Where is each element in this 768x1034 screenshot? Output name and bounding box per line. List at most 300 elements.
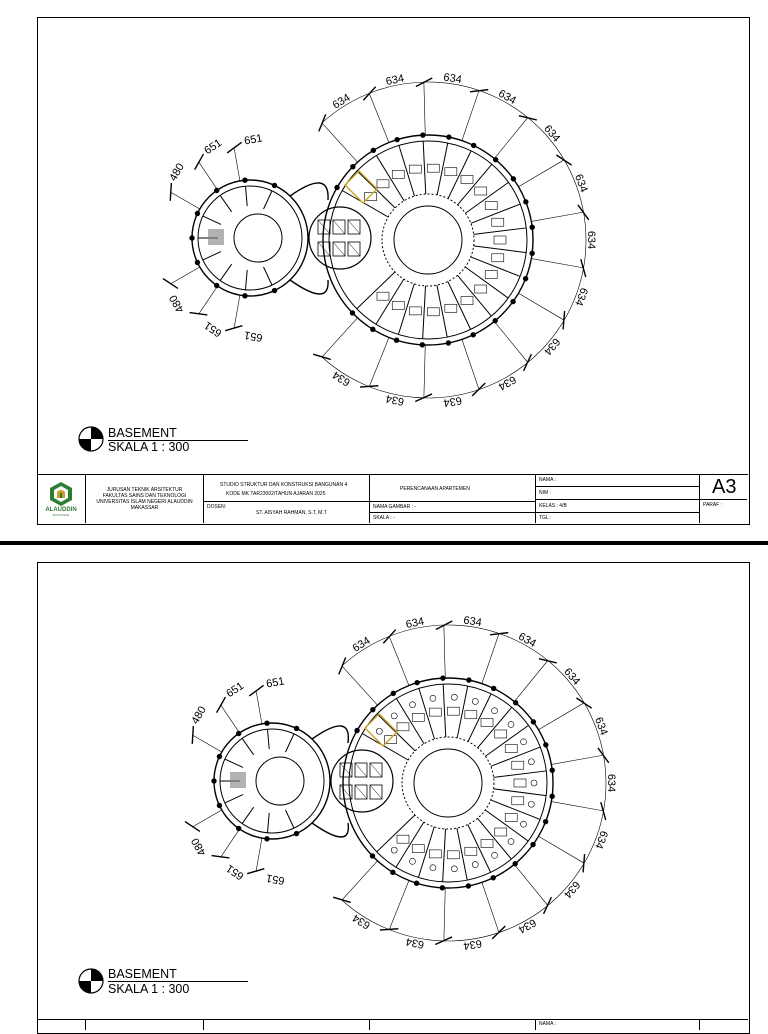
furniture	[512, 761, 524, 769]
dimension-line	[538, 703, 584, 730]
dimension-label: 634	[592, 715, 610, 738]
university-logo-icon	[48, 481, 74, 507]
institution-line: FAKULTAS SAINS DAN TEKNOLOGI	[102, 493, 187, 499]
dosen-label: DOSEN:	[207, 504, 227, 510]
dimension-label: 634	[572, 172, 590, 195]
drawing-title: BASEMENT	[108, 967, 177, 981]
core-circle	[309, 207, 371, 269]
dimension-label: 634	[496, 372, 519, 393]
furniture	[475, 187, 487, 195]
column	[294, 726, 298, 730]
dimension-line	[170, 267, 199, 284]
furniture	[427, 164, 439, 172]
dimension-tick	[163, 279, 178, 289]
column	[415, 680, 419, 684]
partition-wall	[286, 810, 294, 828]
column	[550, 794, 554, 798]
course-code: KODE MK TAR23002/TAHUN AJARAN 2025	[226, 491, 326, 497]
partition-wall	[491, 747, 540, 766]
column	[467, 678, 471, 682]
dimension-line	[514, 864, 547, 905]
project-name: PERENCANAAN APARTEMEN	[400, 486, 470, 492]
column	[195, 260, 199, 264]
column	[471, 333, 475, 337]
furniture	[377, 292, 389, 300]
elevator-cross	[340, 785, 352, 799]
dimension-label: 634	[541, 335, 563, 358]
furniture	[475, 285, 487, 293]
furniture	[377, 180, 389, 188]
dimension-line	[518, 293, 564, 320]
furniture	[528, 801, 534, 807]
drawing-scale: SKALA 1 : 300	[108, 440, 190, 454]
furniture	[465, 847, 477, 855]
column	[531, 720, 535, 724]
partition-wall	[267, 813, 269, 833]
column	[530, 225, 534, 229]
column	[421, 133, 425, 137]
partition-wall	[203, 252, 221, 260]
dimension-line	[369, 93, 389, 142]
column	[471, 143, 475, 147]
furniture	[481, 718, 493, 726]
elevator-cross	[348, 220, 360, 234]
courtyard	[234, 214, 282, 262]
corridor-line	[382, 194, 474, 286]
partition-wall	[443, 829, 446, 882]
paraf-field: PARAF :	[703, 502, 723, 508]
dimension-line	[256, 690, 262, 723]
furniture	[461, 297, 473, 305]
dimension-line	[389, 636, 409, 685]
furniture	[376, 728, 382, 734]
partition-wall	[423, 141, 426, 194]
dimension-line	[551, 802, 603, 811]
dimension-label: 634	[404, 615, 426, 632]
basement-floor-plan-furnished	[0, 545, 768, 1015]
column	[543, 819, 547, 823]
logo-cell	[37, 475, 86, 523]
column	[370, 854, 374, 858]
column	[272, 183, 276, 187]
furniture	[512, 797, 524, 805]
column	[394, 338, 398, 342]
partition-wall	[437, 143, 448, 195]
dimension-line	[170, 192, 199, 209]
partition-wall	[423, 286, 426, 339]
partition-wall	[225, 795, 243, 803]
drawing-title: BASEMENT	[108, 426, 177, 440]
section-marker-icon	[77, 967, 105, 995]
course-cell	[204, 475, 370, 523]
column	[190, 236, 194, 240]
dimension-label: 634	[561, 878, 583, 901]
dimension-line	[494, 321, 527, 362]
dimension-label: 634	[585, 230, 598, 250]
partition-wall	[264, 191, 272, 209]
drawing-name: NAMA GAMBAR : -	[373, 504, 417, 510]
dimension-label: 651	[243, 328, 264, 344]
dimension-tick	[333, 897, 351, 902]
dimension-line	[199, 162, 218, 190]
column	[491, 686, 495, 690]
column	[294, 831, 298, 835]
dimension-line	[369, 337, 389, 386]
furniture	[492, 218, 504, 226]
dimension-label: 634	[330, 368, 353, 389]
dimension-line	[322, 123, 358, 162]
furniture	[531, 780, 537, 786]
connector-wall	[312, 726, 348, 743]
core-circle	[331, 750, 393, 812]
dimension-label: 634	[442, 71, 463, 87]
dimension-label: 651	[265, 871, 286, 887]
void-atrium	[414, 749, 482, 817]
column	[243, 294, 247, 298]
void-atrium	[394, 206, 462, 274]
partition-wall	[220, 195, 231, 211]
dimension-line	[322, 318, 358, 357]
dimension-label: 634	[516, 915, 539, 936]
partition-wall	[437, 285, 447, 337]
nim-field: NIM :	[539, 490, 551, 496]
furniture	[445, 304, 457, 312]
column	[350, 311, 354, 315]
partition-wall	[398, 284, 414, 335]
partition-wall	[478, 707, 512, 748]
column	[371, 707, 375, 711]
dimension-label: 634	[516, 630, 539, 651]
dimension-label: 634	[592, 828, 610, 851]
column	[335, 185, 339, 189]
plan-group	[163, 78, 589, 401]
corridor-line	[402, 737, 494, 829]
partition-wall	[458, 164, 492, 205]
furniture	[481, 840, 493, 848]
dimension-label: 634	[541, 122, 563, 145]
column	[265, 837, 269, 841]
elevator-cross	[333, 220, 345, 234]
column	[351, 164, 355, 168]
dimension-line	[551, 755, 603, 764]
student-cell	[536, 475, 700, 523]
logo-text: ALAUDDIN	[45, 507, 77, 513]
furniture	[494, 236, 506, 244]
column	[395, 137, 399, 141]
column	[511, 177, 515, 181]
dimension-tick	[212, 856, 230, 858]
column	[550, 768, 554, 772]
furniture	[485, 202, 497, 210]
dimension-label: 480	[167, 161, 187, 184]
dimension-tick	[185, 822, 200, 832]
dimension-label: 651	[243, 132, 264, 148]
elevator-cross	[333, 242, 345, 256]
column	[544, 743, 548, 747]
furniture	[447, 707, 459, 715]
partition-wall	[491, 800, 540, 820]
course-title: STUDIO STRUKTUR DAN KONSTRUKSI BANGUNAN 4	[220, 482, 348, 488]
dimension-label: 480	[189, 704, 209, 727]
institution-cell	[86, 475, 204, 523]
column	[212, 779, 216, 783]
furniture	[508, 839, 514, 845]
column	[446, 341, 450, 345]
partition-wall	[203, 216, 221, 224]
basement-floor-plan	[0, 0, 768, 470]
dimension-label: 651	[202, 136, 225, 158]
dimension-line	[389, 880, 409, 929]
column	[530, 251, 534, 255]
dimension-label: 651	[224, 861, 247, 883]
column	[447, 135, 451, 139]
dimension-tick	[225, 326, 242, 331]
dimension-tick	[190, 313, 208, 315]
furniture	[521, 821, 527, 827]
furniture	[505, 813, 517, 821]
dimension-label: 634	[404, 934, 426, 951]
elevator-cross	[370, 763, 382, 777]
partition-wall	[471, 204, 520, 223]
furniture	[492, 254, 504, 262]
dimension-label: 480	[189, 835, 209, 858]
furniture	[409, 165, 421, 173]
institution-line: UNIVERSITAS ISLAM NEGERI ALAUDDIN	[96, 499, 193, 505]
column	[493, 157, 497, 161]
column	[440, 886, 444, 890]
column	[355, 728, 359, 732]
dimension-line	[462, 339, 479, 389]
partition-wall	[494, 771, 547, 777]
furniture	[528, 759, 534, 765]
dimension-tick	[192, 726, 193, 744]
dimension-label: 651	[265, 675, 286, 691]
nama-field: NAMA :	[539, 477, 556, 483]
furniture	[397, 723, 409, 731]
furniture	[492, 708, 498, 714]
dimension-label: 634	[384, 391, 406, 408]
connector-wall	[312, 823, 348, 837]
elevator-cross	[370, 785, 382, 799]
title-block-partial	[37, 1019, 748, 1030]
column	[265, 721, 269, 725]
column	[466, 884, 470, 888]
column	[217, 754, 221, 758]
dimension-label: 634	[330, 91, 353, 112]
furniture	[391, 713, 397, 719]
dimension-label: 634	[605, 773, 618, 793]
connector-wall	[290, 183, 328, 200]
furniture	[472, 698, 478, 704]
partition-wall	[225, 759, 243, 767]
nama-field: NAMA :	[539, 1021, 556, 1027]
partition-wall	[220, 264, 231, 280]
partition-wall	[448, 282, 471, 330]
furniture	[409, 702, 415, 708]
furniture	[447, 851, 459, 859]
dimension-tick	[313, 354, 331, 359]
column	[243, 178, 247, 182]
dimension-line	[518, 160, 564, 187]
partition-wall	[245, 270, 247, 290]
furniture	[429, 708, 441, 716]
dimension-label: 634	[496, 87, 519, 108]
partition-wall	[457, 275, 491, 316]
column	[511, 299, 515, 303]
drawing-scale: SKALA 1 : 300	[108, 982, 190, 996]
partition-wall	[468, 825, 491, 873]
dimension-line	[538, 836, 584, 863]
dimension-label: 634	[384, 72, 406, 89]
drawing-sheet-2	[0, 545, 768, 1027]
sheet-cell	[700, 475, 747, 523]
partition-wall	[242, 738, 253, 754]
partition-wall	[485, 810, 528, 841]
column	[491, 876, 495, 880]
furniture	[430, 695, 436, 701]
section-marker-icon	[77, 425, 105, 453]
furniture	[451, 694, 457, 700]
column	[523, 276, 527, 280]
elevator-cross	[348, 242, 360, 256]
partition-wall	[245, 186, 247, 206]
dimension-line	[482, 633, 499, 683]
institution-line: JURUSAN TEKNIK ARSITEKTUR	[106, 487, 183, 493]
dimension-line	[256, 838, 262, 871]
partition-wall	[286, 734, 294, 752]
furniture	[505, 745, 517, 753]
furniture	[492, 852, 498, 858]
column	[414, 881, 418, 885]
dimension-label: 651	[224, 679, 247, 701]
furniture	[409, 858, 415, 864]
furniture	[461, 175, 473, 183]
partition-wall	[477, 818, 511, 859]
partition-wall	[465, 267, 508, 298]
dimension-line	[444, 888, 445, 941]
drawing-scale-field: SKALA : -	[373, 515, 395, 521]
column	[391, 870, 395, 874]
column	[391, 691, 395, 695]
column	[441, 676, 445, 680]
dimension-label: 634	[462, 614, 483, 630]
column	[524, 200, 528, 204]
furniture	[472, 862, 478, 868]
logo-subtext: MAKASSAR	[52, 513, 70, 517]
dimension-line	[342, 666, 378, 705]
partition-wall	[468, 694, 491, 742]
dimension-line	[514, 661, 547, 702]
dimension-label: 651	[202, 318, 225, 340]
dimension-label: 634	[350, 911, 373, 932]
dimension-line	[494, 118, 527, 159]
furniture	[521, 739, 527, 745]
courtyard	[256, 757, 304, 805]
furniture	[451, 866, 457, 872]
furniture	[392, 302, 404, 310]
dimension-line	[531, 212, 583, 221]
partition-wall	[457, 686, 468, 738]
dimension-label: 634	[561, 665, 583, 688]
dimension-tick	[247, 869, 264, 874]
partition-wall	[471, 257, 520, 277]
column	[420, 343, 424, 347]
institution-line: MAKASSAR	[130, 505, 159, 511]
dimension-line	[234, 147, 240, 180]
kelas-field: KELAS : 4/B	[539, 503, 567, 509]
partition-wall	[242, 807, 253, 823]
furniture	[412, 845, 424, 853]
dimension-tick	[170, 183, 171, 201]
column	[195, 211, 199, 215]
partition-wall	[267, 729, 269, 749]
column	[217, 803, 221, 807]
furniture	[495, 730, 507, 738]
furniture	[412, 713, 424, 721]
dosen-name: ST. AISYAH RAHMAN, S.T, M.T	[256, 510, 327, 516]
dimension-line	[424, 82, 425, 135]
plan-group	[185, 621, 609, 944]
furniture	[508, 721, 514, 727]
column	[513, 700, 517, 704]
dimension-line	[234, 295, 240, 328]
furniture	[429, 850, 441, 858]
connector-wall	[290, 280, 328, 294]
dimension-line	[424, 345, 425, 398]
furniture	[485, 270, 497, 278]
column	[531, 842, 535, 846]
dimension-label: 634	[442, 393, 463, 409]
furniture	[427, 308, 439, 316]
partition-wall	[474, 246, 527, 253]
furniture	[409, 307, 421, 315]
drawing-info-cell	[370, 475, 536, 523]
furniture	[392, 170, 404, 178]
furniture	[465, 711, 477, 719]
partition-wall	[443, 684, 446, 737]
furniture	[495, 828, 507, 836]
column	[371, 327, 375, 331]
dimension-line	[531, 259, 583, 268]
sheet-size: A3	[712, 476, 737, 498]
dimension-line	[192, 810, 221, 827]
dimension-line	[444, 625, 445, 678]
column	[272, 288, 276, 292]
dimension-label: 480	[167, 292, 187, 315]
dimension-label: 634	[462, 936, 483, 952]
furniture	[430, 865, 436, 871]
partition-wall	[448, 151, 471, 199]
partition-wall	[418, 827, 434, 878]
furniture	[445, 168, 457, 176]
dimension-line	[221, 829, 240, 857]
stair-accent	[345, 171, 377, 203]
partition-wall	[494, 789, 547, 796]
partition-wall	[264, 267, 272, 285]
dimension-line	[192, 735, 221, 752]
stair-accent	[365, 714, 397, 746]
furniture	[514, 779, 526, 787]
partition-wall	[457, 828, 467, 880]
dimension-line	[342, 861, 378, 900]
dimension-line	[462, 90, 479, 140]
elevator-cross	[355, 763, 367, 777]
partition-wall	[474, 228, 527, 234]
dimension-label: 634	[350, 634, 373, 655]
title-block	[37, 474, 748, 523]
dimension-line	[221, 705, 240, 733]
dimension-line	[199, 286, 218, 314]
